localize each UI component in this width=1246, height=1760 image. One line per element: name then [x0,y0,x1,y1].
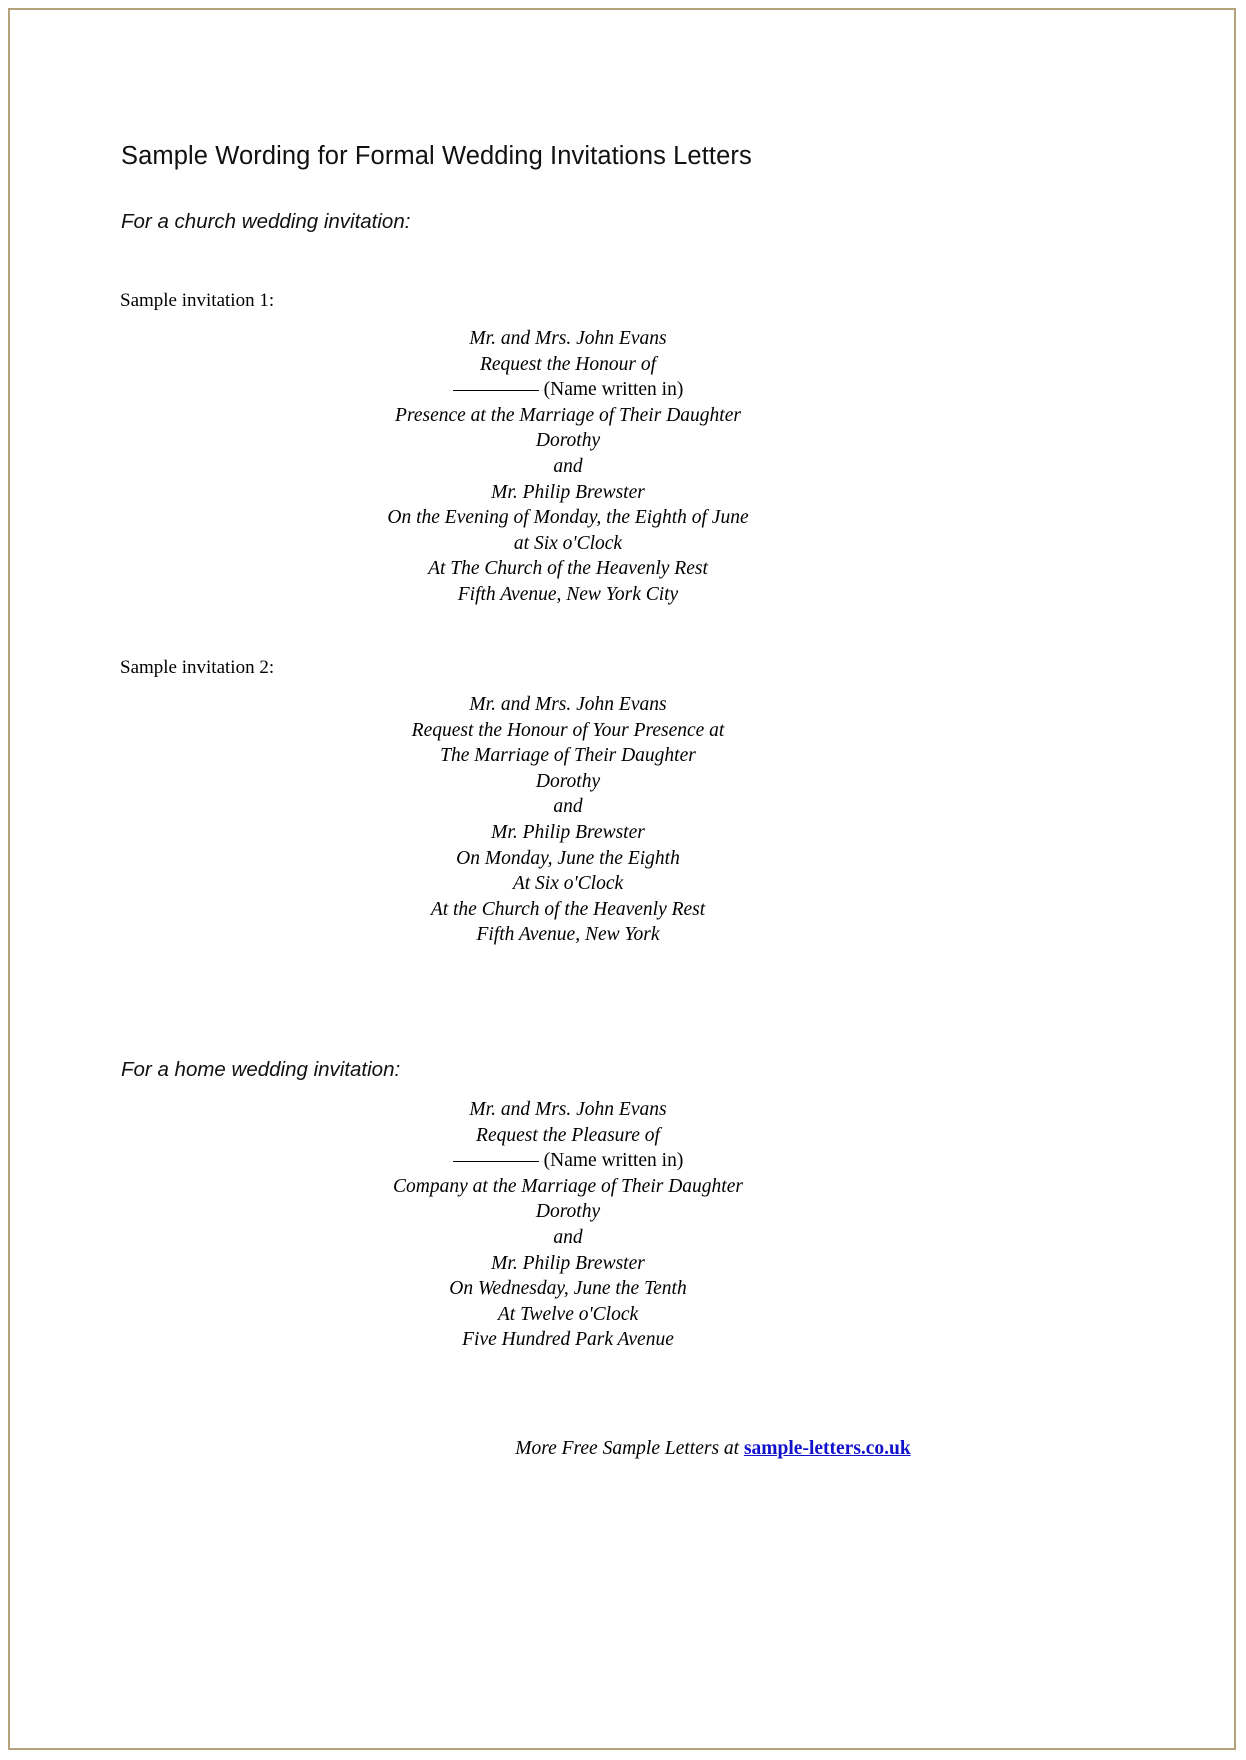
invitation-line: Dorothy [535,430,601,452]
invitation-line: and [553,455,583,477]
invitation-line: At Twelve o'Clock [497,1303,639,1325]
footer-credit [413,1438,1013,1460]
invitation-line: Presence at the Marriage of Their Daughter [395,404,741,426]
invitation-line: Mr. and Mrs. John Evans [469,694,667,715]
invitation-line: On Monday, June the Eighth [456,847,680,869]
invitation-line: Fifth Avenue, New York [476,924,660,946]
invitation-line: Dorothy [535,770,601,792]
invitation-line: Mr. Philip Brewster [491,481,645,503]
invitation-line: and [553,1226,583,1248]
invitation-line: and [553,796,583,818]
invitation-line: (Name written in) [543,1150,684,1172]
invitation-line: Fifth Avenue, New York City [457,583,679,605]
section-heading-home: For a home wedding invitation: [121,1058,401,1081]
page-title: Sample Wording for Formal Wedding Invitations Letters [121,142,752,170]
invitation-line: Mr. Philip Brewster [491,1252,645,1274]
invitation-block-1 [288,326,848,608]
invitation-block-home [288,1097,848,1353]
invitation-line: At the Church of the Heavenly Rest [430,898,706,920]
invitation-line: Request the Pleasure of [476,1124,660,1146]
invitation-name-blank-line [288,1148,848,1174]
invitation-block-2 [288,692,848,948]
invitation-line: Mr. and Mrs. John Evans [469,1099,667,1120]
invitation-line: Mr. Philip Brewster [491,821,645,843]
section-heading-church: For a church wedding invitation: [121,210,411,233]
page-canvas [13,13,1231,1745]
footer-link[interactable]: sample-letters.co.uk [743,1438,911,1459]
name-blank-rule [453,390,539,391]
invitation-name-blank-line [288,377,848,403]
invitation-line: At The Church of the Heavenly Rest [428,558,708,580]
invitation-line: at Six o'Clock [513,532,623,554]
invitation-line: At Six o'Clock [512,873,624,895]
sample-label-1: Sample invitation 1: [120,290,275,311]
invitation-line: Five Hundred Park Avenue [462,1329,674,1351]
sample-label-2: Sample invitation 2: [120,657,275,678]
invitation-line: On the Evening of Monday, the Eighth of June [387,507,749,529]
invitation-line: Mr. and Mrs. John Evans [469,328,667,349]
invitation-line: Request the Honour of Your Presence at [411,719,725,741]
invitation-line: The Marriage of Their Daughter [440,745,696,767]
invitation-line: On Wednesday, June the Tenth [449,1278,687,1300]
invitation-line: Request the Honour of [479,353,656,375]
invitation-line: Dorothy [535,1201,601,1223]
invitation-line: Company at the Marriage of Their Daughter [393,1175,743,1197]
invitation-line: (Name written in) [543,379,684,401]
page-border-frame [8,8,1236,1750]
footer-text: More Free Sample Letters at [515,1438,744,1459]
name-blank-rule [453,1161,539,1162]
